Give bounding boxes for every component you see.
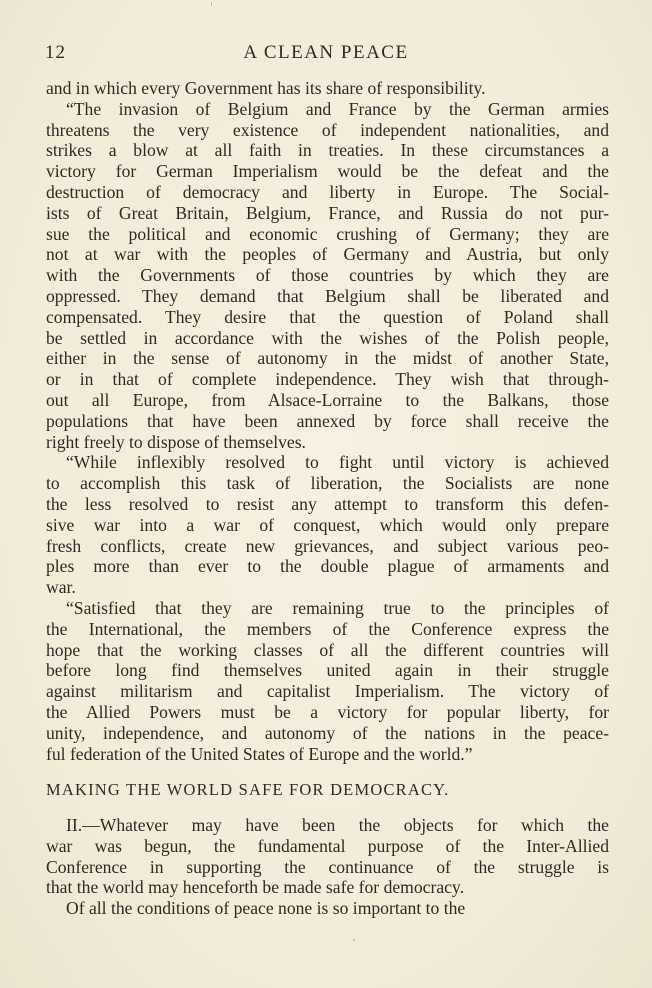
scan-speck (353, 939, 355, 941)
section-heading: MAKING THE WORLD SAFE FOR DEMOCRACY. (46, 780, 450, 800)
text-line: war was begun, the fundamental purpose of the Inter-Allied (46, 835, 609, 856)
paragraph (46, 815, 609, 898)
text-line: threatens the very existence of independent nationalities, and (46, 119, 609, 140)
text-line: ples more than ever to the double plague of armaments and (46, 556, 609, 577)
paragraph (46, 452, 609, 598)
text-line: with the Governments of those countries by which they are (46, 265, 609, 286)
text-line: hope that the working classes of all the different countries will (46, 639, 609, 660)
page-number: 12 (45, 42, 66, 63)
text-line: oppressed. They demand that Belgium shall be liberated and (46, 285, 609, 306)
text-line: the International, the members of the Conference express the (46, 618, 609, 639)
text-line: be settled in accordance with the wishes of the Polish people, (46, 327, 609, 348)
body-text (46, 78, 609, 919)
text-line: war. (46, 577, 76, 598)
text-line: that the world may henceforth be made safe for democracy. (46, 877, 464, 898)
text-line: the less resolved to resist any attempt to transform this defen- (46, 493, 609, 514)
text-line: either in the sense of autonomy in the midst of another State, (46, 348, 609, 369)
text-line: sive war into a war of conquest, which would only prepare (46, 514, 609, 535)
text-line: or in that of complete independence. They wish that through- (46, 369, 609, 390)
text-line: right freely to dispose of themselves. (46, 431, 306, 452)
scan-speck (211, 2, 212, 6)
text-line: compensated. They desire that the question of Poland shall (46, 306, 609, 327)
text-line: “Satisfied that they are remaining true to the principles of (66, 597, 609, 618)
text-line: unity, independence, and autonomy of the nations in the peace- (46, 722, 609, 743)
text-line: against militarism and capitalist Imperialism. The victory of (46, 681, 609, 702)
text-line: “While inflexibly resolved to fight until victory is achieved (66, 452, 609, 473)
paragraph (46, 99, 609, 453)
text-line: and in which every Government has its share of responsibility. (46, 78, 486, 98)
page-header (45, 42, 607, 66)
text-line: destruction of democracy and liberty in Europe. The Social- (46, 181, 609, 202)
text-line: to accomplish this task of liberation, the Socialists are none (46, 473, 609, 494)
text-line: sue the political and economic crushing of Germany; they are (46, 223, 609, 244)
text-line: populations that have been annexed by force shall receive the (46, 410, 609, 431)
text-line: II.—Whatever may have been the objects for which the (66, 815, 609, 836)
text-line: out all Europe, from Alsace-Lorraine to the Balkans, those (46, 389, 609, 410)
text-line: not at war with the peoples of Germany and Austria, but only (46, 244, 609, 265)
text-line: before long find themselves united again in their struggle (46, 660, 609, 681)
text-line: Of all the conditions of peace none is so important to the (66, 898, 466, 919)
text-line: ful federation of the United States of Europe and the world.” (46, 743, 473, 764)
text-line: ists of Great Britain, Belgium, France, and Russia do not pur- (46, 202, 609, 223)
paragraph (46, 898, 609, 919)
paragraph (46, 598, 609, 764)
text-line: “The invasion of Belgium and France by the German armies (66, 98, 609, 119)
paragraph (46, 78, 609, 99)
text-line: strikes a blow at all faith in treaties. In these circumstances a (46, 140, 609, 161)
text-line: victory for German Imperialism would be the defeat and the (46, 161, 609, 182)
text-line: the Allied Powers must be a victory for popular liberty, for (46, 701, 609, 722)
running-head: A CLEAN PEACE (243, 42, 409, 63)
text-line: fresh conflicts, create new grievances, and subject various peo- (46, 535, 609, 556)
text-line: Conference in supporting the continuance of the struggle is (46, 856, 609, 877)
